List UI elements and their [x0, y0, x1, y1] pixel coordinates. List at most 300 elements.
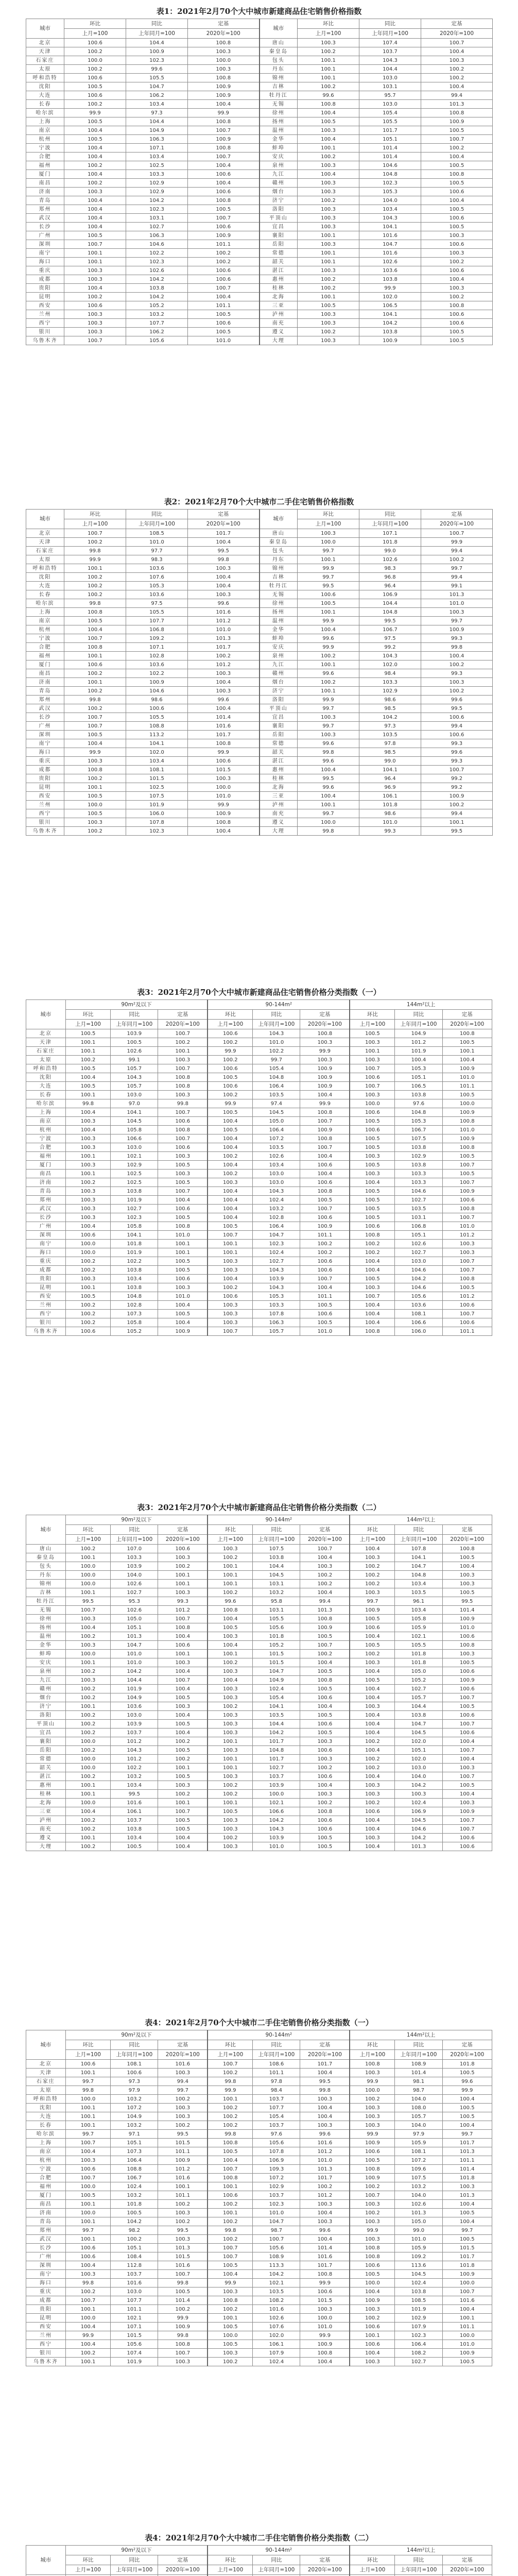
- index-value: 100.6: [442, 1834, 492, 1842]
- index-value: 100.4: [300, 1702, 350, 1711]
- table-row: [26, 2191, 492, 2200]
- index-value: 101.1: [442, 2323, 492, 2331]
- index-value: 102.9: [111, 1161, 158, 1170]
- index-value: 95.8: [253, 1597, 300, 1606]
- subheader-col: 上月=100: [65, 2050, 111, 2060]
- index-value: 101.4: [359, 152, 421, 161]
- table-row: [26, 1064, 492, 1073]
- index-value: 100.0: [350, 2086, 395, 2095]
- index-value: 100.4: [208, 1676, 253, 1685]
- index-value: 100.3: [64, 275, 126, 284]
- index-value: 99.4: [421, 722, 493, 731]
- header-col: 同比: [395, 1525, 442, 1535]
- index-value: 100.3: [298, 179, 359, 188]
- index-value: 106.2: [126, 91, 188, 100]
- index-value: 100.4: [442, 2095, 492, 2104]
- header-col: 定基: [442, 1010, 492, 1020]
- index-value: 100.2: [65, 1632, 111, 1641]
- index-value: 104.7: [395, 1720, 442, 1728]
- index-value: 106.0: [395, 1327, 442, 1336]
- index-value: 104.8: [395, 1571, 442, 1580]
- index-value: 107.7: [111, 2296, 158, 2305]
- index-value: 100.3: [208, 1545, 253, 1553]
- index-value: 102.6: [111, 1580, 158, 1588]
- city-name: 北海: [260, 293, 298, 301]
- index-value: 100.7: [442, 1816, 492, 1825]
- table-section: [26, 985, 492, 1336]
- index-value: 100.2: [298, 47, 359, 56]
- subheader-col: 2020年=100: [300, 1020, 350, 1029]
- city-name: 湛江: [260, 757, 298, 766]
- table-row: [26, 590, 493, 599]
- table-row: [26, 319, 493, 328]
- index-value: 105.7: [111, 1064, 158, 1073]
- city-name: 大连: [26, 582, 64, 590]
- header-col: 同比: [253, 2040, 300, 2050]
- index-value: 98.6: [359, 696, 421, 704]
- index-value: 103.6: [126, 660, 188, 669]
- city-name: 南昌: [26, 2200, 66, 2209]
- index-value: 100.3: [158, 1588, 208, 1597]
- index-value: 99.6: [421, 748, 493, 757]
- index-value: 104.6: [395, 1187, 442, 1196]
- index-value: 99.6: [442, 2077, 492, 2086]
- subheader-col: 上月=100: [65, 1020, 111, 1029]
- index-value: 107.6: [253, 2323, 300, 2331]
- header-col: 环比: [65, 2040, 111, 2050]
- index-value: 100.4: [208, 1187, 253, 1196]
- index-value: 100.7: [442, 1161, 492, 1170]
- index-value: 100.1: [298, 56, 359, 65]
- index-value: 99.8: [421, 643, 493, 652]
- index-value: 101.0: [158, 1231, 208, 1240]
- index-value: 100.2: [421, 144, 493, 152]
- table-row: [26, 152, 493, 161]
- index-value: 100.3: [208, 1816, 253, 1825]
- index-value: 100.9: [188, 82, 260, 91]
- table-row: [26, 1143, 492, 1152]
- index-value: 100.6: [350, 1222, 395, 1231]
- index-value: 100.3: [350, 1038, 395, 1047]
- index-value: 103.4: [111, 1275, 158, 1283]
- table-row: [26, 2139, 492, 2147]
- index-value: 100.1: [65, 2121, 111, 2130]
- index-value: 99.5: [300, 2077, 350, 2086]
- index-value: 103.4: [359, 205, 421, 214]
- index-value: 99.3: [421, 757, 493, 766]
- index-value: 100.2: [300, 1764, 350, 1772]
- index-value: 101.0: [111, 1650, 158, 1658]
- index-value: 106.4: [253, 1082, 300, 1091]
- index-value: 97.3: [111, 2077, 158, 2086]
- index-value: 102.6: [253, 2314, 300, 2323]
- index-value: 100.2: [350, 1248, 395, 1257]
- city-name: 杭州: [26, 135, 64, 144]
- index-value: 100.0: [65, 1764, 111, 1772]
- index-value: 100.4: [64, 196, 126, 205]
- header-city: 城市: [26, 1000, 66, 1029]
- table-title: 表1：2021年2月70个大中城市新建商品住宅销售价格指数: [156, 7, 362, 16]
- index-value: 99.7: [298, 809, 359, 818]
- table-row: [26, 47, 493, 56]
- index-value: 103.1: [359, 82, 421, 91]
- index-value: 100.7: [64, 722, 126, 731]
- index-value: 100.1: [64, 258, 126, 266]
- index-value: 105.6: [395, 1292, 442, 1301]
- index-value: 100.1: [64, 249, 126, 258]
- index-value: 100.4: [188, 582, 260, 590]
- index-value: 103.7: [253, 2191, 300, 2200]
- index-value: 105.6: [253, 2244, 300, 2252]
- city-name: 安庆: [260, 152, 298, 161]
- index-value: 100.7: [350, 1292, 395, 1301]
- index-value: 99.1: [421, 582, 493, 590]
- index-value: 95.7: [359, 91, 421, 100]
- index-value: 107.3: [111, 1310, 158, 1318]
- index-value: 100.5: [158, 1693, 208, 1702]
- city-name: 石家庄: [26, 547, 64, 555]
- index-value: 101.2: [111, 1737, 158, 1746]
- index-value: 100.4: [421, 152, 493, 161]
- index-value: 100.2: [350, 1737, 395, 1746]
- index-value: 99.8: [158, 2279, 208, 2287]
- index-value: 100.3: [300, 2200, 350, 2209]
- index-value: 104.3: [253, 1825, 300, 1834]
- index-value: 100.3: [442, 1580, 492, 1588]
- index-value: 108.1: [126, 766, 188, 774]
- subheader-col: 上月=100: [350, 1535, 395, 1545]
- index-value: 100.7: [300, 1641, 350, 1650]
- index-value: 100.8: [350, 2165, 395, 2174]
- city-name: 常德: [260, 249, 298, 258]
- index-value: 103.9: [253, 1275, 300, 1283]
- index-value: 101.3: [300, 2165, 350, 2174]
- index-value: 106.4: [111, 2156, 158, 2165]
- index-value: 100.1: [298, 687, 359, 696]
- index-value: 103.3: [395, 1178, 442, 1187]
- city-name: 合肥: [26, 1143, 66, 1152]
- city-name: 岳阳: [26, 1746, 66, 1755]
- index-value: 100.6: [208, 1029, 253, 1038]
- index-value: 100.4: [350, 1711, 395, 1720]
- index-value: 100.3: [158, 2112, 208, 2121]
- city-name: 长沙: [26, 2244, 66, 2252]
- index-value: 103.0: [253, 1170, 300, 1178]
- city-name: 北京: [26, 1029, 66, 1038]
- table-row: [26, 1772, 492, 1781]
- index-value: 99.9: [300, 2279, 350, 2287]
- city-name: 襄阳: [260, 231, 298, 240]
- city-name: 泉州: [260, 652, 298, 660]
- index-value: 104.9: [111, 1693, 158, 1702]
- city-name: 天津: [26, 538, 64, 547]
- table-row: [26, 1161, 492, 1170]
- index-value: 100.6: [64, 660, 126, 669]
- city-name: 北海: [26, 1799, 66, 1807]
- index-value: 101.8: [359, 538, 421, 547]
- index-value: 100.5: [442, 2358, 492, 2366]
- index-value: 100.4: [158, 1667, 208, 1676]
- index-value: 103.2: [111, 2121, 158, 2130]
- index-value: 100.8: [188, 74, 260, 82]
- index-value: 100.6: [350, 1073, 395, 1082]
- header-col: 同比: [359, 19, 421, 29]
- index-value: 100.2: [350, 2314, 395, 2323]
- city-name: 广州: [26, 231, 64, 240]
- table-row: [26, 643, 493, 652]
- index-value: 100.0: [298, 818, 359, 827]
- index-value: 100.2: [350, 2095, 395, 2104]
- index-value: 100.9: [188, 135, 260, 144]
- price-index-table: [26, 509, 493, 836]
- index-value: 100.1: [208, 1755, 253, 1764]
- index-value: 100.9: [300, 1623, 350, 1632]
- header-col: 环比: [65, 1525, 111, 1535]
- index-value: 100.8: [158, 1222, 208, 1231]
- index-value: 99.6: [298, 757, 359, 766]
- index-value: 100.1: [65, 2235, 111, 2244]
- index-value: 99.9: [64, 748, 126, 757]
- index-value: 100.6: [442, 1728, 492, 1737]
- index-value: 100.2: [350, 1562, 395, 1571]
- index-value: 100.4: [188, 827, 260, 836]
- city-name: 泸州: [26, 1816, 66, 1825]
- city-name: 武汉: [26, 2235, 66, 2244]
- index-value: 104.3: [111, 1746, 158, 1755]
- index-value: 100.7: [350, 2191, 395, 2200]
- index-value: 100.4: [442, 2200, 492, 2209]
- city-name: 无锡: [260, 590, 298, 599]
- index-value: 103.9: [111, 1029, 158, 1038]
- index-value: 103.0: [395, 1764, 442, 1772]
- table-row: [26, 1108, 492, 1117]
- index-value: 100.3: [158, 1658, 208, 1667]
- index-value: 100.3: [65, 1143, 111, 1152]
- index-value: 102.1: [253, 2279, 300, 2287]
- index-value: 101.2: [111, 1755, 158, 1764]
- index-value: 100.0: [298, 538, 359, 547]
- index-value: 105.7: [395, 1693, 442, 1702]
- table-row: [26, 1170, 492, 1178]
- index-value: 100.3: [298, 188, 359, 196]
- subheader-col: 上年同月=100: [126, 29, 188, 39]
- index-value: 100.8: [188, 117, 260, 126]
- city-name: 平顶山: [260, 704, 298, 713]
- index-value: 104.1: [126, 739, 188, 748]
- index-value: 105.8: [111, 1222, 158, 1231]
- table-row: [26, 1196, 492, 1205]
- city-name: 沈阳: [26, 82, 64, 91]
- index-value: 99.5: [158, 2226, 208, 2235]
- index-value: 100.3: [158, 2069, 208, 2077]
- index-value: 100.4: [158, 1842, 208, 1851]
- index-value: 100.7: [64, 713, 126, 722]
- subheader-col: 上年同月=100: [126, 519, 188, 529]
- index-value: 100.3: [188, 564, 260, 573]
- city-name: 牡丹江: [26, 1597, 66, 1606]
- table-row: [26, 1266, 492, 1275]
- index-value: 105.4: [359, 109, 421, 117]
- city-name: 兰州: [26, 1301, 66, 1310]
- index-value: 104.2: [126, 275, 188, 284]
- city-name: 上海: [26, 117, 64, 126]
- table-row: [26, 2060, 492, 2069]
- index-value: 107.9: [395, 2323, 442, 2331]
- city-name: 常德: [260, 739, 298, 748]
- index-value: 96.4: [359, 774, 421, 783]
- index-value: 95.3: [111, 1597, 158, 1606]
- city-name: 天津: [26, 2069, 66, 2077]
- index-value: 100.4: [65, 2323, 111, 2331]
- index-value: 102.2: [253, 1047, 300, 1056]
- index-value: 105.1: [395, 1746, 442, 1755]
- subheader-col: 上年同月=100: [111, 1535, 158, 1545]
- city-name: 金华: [260, 625, 298, 634]
- index-value: 99.6: [298, 91, 359, 100]
- header-group: 90m²及以下: [65, 2030, 208, 2040]
- city-name: 北京: [26, 2060, 66, 2069]
- index-value: 100.2: [64, 687, 126, 696]
- index-value: 99.8: [298, 748, 359, 757]
- subheader-col: 上年同月=100: [395, 2565, 442, 2575]
- index-value: 100.6: [188, 266, 260, 275]
- city-name: 广州: [26, 2252, 66, 2261]
- index-value: 100.3: [350, 2358, 395, 2366]
- index-value: 105.3: [395, 1117, 442, 1126]
- city-name: 湛江: [26, 1772, 66, 1781]
- city-name: 西安: [26, 2323, 66, 2331]
- index-value: 108.2: [253, 2296, 300, 2305]
- index-value: 100.4: [442, 2217, 492, 2226]
- index-value: 103.8: [126, 284, 188, 293]
- header-col: 同比: [126, 19, 188, 29]
- index-value: 104.9: [126, 126, 188, 135]
- index-value: 107.0: [111, 1545, 158, 1553]
- header-city: 城市: [26, 510, 64, 529]
- index-value: 100.4: [442, 1737, 492, 1746]
- index-value: 100.4: [298, 135, 359, 144]
- index-value: 100.7: [300, 1117, 350, 1126]
- index-value: 100.3: [350, 2104, 395, 2112]
- index-value: 100.6: [350, 1807, 395, 1816]
- index-value: 103.5: [395, 1205, 442, 1213]
- index-value: 100.7: [442, 1213, 492, 1222]
- index-value: 99.3: [421, 634, 493, 643]
- index-value: 106.3: [126, 231, 188, 240]
- index-value: 100.8: [421, 301, 493, 310]
- index-value: 100.4: [421, 82, 493, 91]
- index-value: 104.0: [395, 2121, 442, 2130]
- index-value: 106.6: [111, 1134, 158, 1143]
- city-name: 南京: [26, 126, 64, 135]
- index-value: 100.3: [298, 39, 359, 47]
- index-value: 100.1: [298, 555, 359, 564]
- city-name: 宁波: [26, 144, 64, 152]
- index-value: 101.2: [158, 1606, 208, 1615]
- subheader-col: 2020年=100: [300, 2050, 350, 2060]
- table-row: [26, 1310, 492, 1318]
- index-value: 100.2: [300, 1650, 350, 1658]
- index-value: 104.2: [395, 1781, 442, 1790]
- header-col: 环比: [350, 2555, 395, 2565]
- index-value: 101.0: [359, 818, 421, 827]
- index-value: 100.3: [188, 687, 260, 696]
- index-value: 101.4: [442, 1606, 492, 1615]
- index-value: 100.4: [300, 1152, 350, 1161]
- index-value: 103.4: [111, 1834, 158, 1842]
- index-value: 101.5: [158, 2139, 208, 2147]
- index-value: 108.1: [395, 1310, 442, 1318]
- index-value: 100.0: [350, 1099, 395, 1108]
- index-value: 100.3: [298, 223, 359, 231]
- table-row: [26, 2296, 492, 2305]
- header-col: 定基: [300, 1525, 350, 1535]
- index-value: 101.9: [111, 1196, 158, 1205]
- index-value: 100.3: [350, 2069, 395, 2077]
- index-value: 105.6: [253, 2139, 300, 2147]
- index-value: 99.5: [442, 1597, 492, 1606]
- index-value: 100.5: [442, 1702, 492, 1711]
- index-value: 100.6: [300, 2287, 350, 2296]
- index-value: 105.3: [359, 188, 421, 196]
- index-value: 100.2: [298, 328, 359, 336]
- index-value: 100.6: [300, 1746, 350, 1755]
- city-name: 南宁: [26, 1240, 66, 1248]
- table-row: [26, 126, 493, 135]
- city-name: 成都: [26, 275, 64, 284]
- index-value: 99.6: [208, 1597, 253, 1606]
- index-value: 100.6: [65, 2060, 111, 2069]
- index-value: 108.1: [395, 2147, 442, 2156]
- index-value: 100.5: [300, 1711, 350, 1720]
- table-row: [26, 1292, 492, 1301]
- index-value: 102.8: [126, 652, 188, 660]
- index-value: 102.9: [253, 2182, 300, 2191]
- index-value: 101.3: [395, 1842, 442, 1851]
- index-value: 99.1: [111, 1056, 158, 1064]
- header-col: 定基: [442, 2040, 492, 2050]
- index-value: 103.8: [395, 1161, 442, 1170]
- city-name: 重庆: [26, 757, 64, 766]
- table-row: [26, 1720, 492, 1728]
- index-value: 100.9: [300, 1082, 350, 1091]
- index-value: 100.7: [421, 766, 493, 774]
- index-value: 101.3: [421, 100, 493, 109]
- index-value: 99.7: [298, 573, 359, 582]
- index-value: 100.4: [158, 1301, 208, 1310]
- city-name: 洛阳: [260, 205, 298, 214]
- index-value: 101.4: [188, 713, 260, 722]
- index-value: 100.8: [64, 608, 126, 617]
- index-value: 105.9: [395, 2139, 442, 2147]
- index-value: 100.5: [350, 1143, 395, 1152]
- index-value: 101.8: [253, 1632, 300, 1641]
- city-name: 哈尔滨: [26, 1099, 66, 1108]
- index-value: 103.3: [111, 1553, 158, 1562]
- index-value: 103.3: [395, 1170, 442, 1178]
- index-value: 99.7: [421, 564, 493, 573]
- index-value: 101.7: [188, 643, 260, 652]
- index-value: 101.5: [158, 2252, 208, 2261]
- index-value: 105.0: [253, 1117, 300, 1126]
- subheader-col: 2020年=100: [188, 519, 260, 529]
- index-value: 104.8: [395, 1108, 442, 1117]
- index-value: 104.1: [359, 310, 421, 319]
- city-name: 昆明: [26, 1283, 66, 1292]
- index-value: 100.4: [208, 1161, 253, 1170]
- index-value: 100.7: [300, 1275, 350, 1283]
- index-value: 101.8: [442, 2060, 492, 2069]
